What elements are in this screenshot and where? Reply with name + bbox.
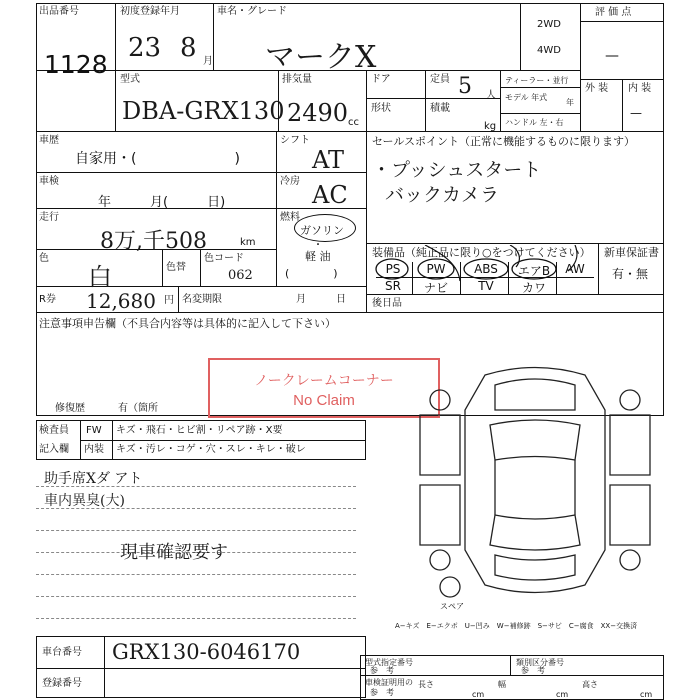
entry-label: 記入欄 — [39, 444, 69, 455]
notice-label: 注意事項申告欄（不具合内容等は具体的に記入して下さい） — [39, 317, 336, 330]
car-name-value: マークX — [265, 40, 377, 75]
exterior-label: 外 装 — [585, 83, 609, 94]
equipment-label: 装備品（純正品に限り○をつけてください） — [372, 246, 591, 259]
doors-label: ドア — [371, 74, 391, 85]
category-label: 類別区分番号 — [516, 658, 564, 667]
equipment-circles — [370, 245, 590, 285]
note-line3: 現車確認要す — [120, 542, 228, 563]
registration-label: 初度登録年月 — [120, 6, 180, 17]
car-diagram — [415, 355, 655, 605]
registration-month: 8 — [180, 33, 197, 63]
spare-label: スペア — [440, 602, 464, 611]
cert-length: 長さ — [418, 680, 434, 689]
history-label: 車歴 — [39, 135, 59, 146]
equip-sr: SR — [385, 279, 401, 293]
drive-2wd: 2WD — [537, 19, 561, 30]
capacity-label: 定員 — [430, 74, 450, 85]
mileage-label: 走行 — [39, 212, 59, 223]
later-items-label: 後日品 — [372, 298, 402, 309]
inspector-label: 検査員 — [39, 425, 69, 436]
warranty-label: 新車保証書 — [604, 246, 659, 259]
equip-ps: PS — [385, 262, 401, 276]
model-label: 型式 — [120, 74, 140, 85]
shape-label: 形状 — [371, 103, 391, 114]
fw-text: キズ・飛石・ヒビ割・リペア跡・X要 — [116, 425, 283, 436]
capacity-value: 5 — [458, 74, 472, 99]
color-value: 白 — [88, 263, 112, 291]
registration-no-label: 登録番号 — [42, 678, 82, 689]
interior-label: 内 装 — [628, 83, 652, 94]
steering-label: ハンドル 左・右 — [505, 118, 564, 127]
load-label: 積載 — [430, 103, 450, 114]
fuel-circle — [294, 214, 356, 242]
car-name-label: 車名・グレード — [217, 6, 287, 17]
color-label: 色 — [39, 253, 49, 264]
lot-number: 1128 — [44, 50, 108, 79]
fuel-label: 燃料 — [280, 212, 300, 223]
recycle-value: 12,680 — [86, 289, 156, 313]
equip-airbag: エアB — [517, 264, 551, 278]
sales-point-line1: ・プッシュスタート — [372, 159, 542, 181]
color-code-label: 色コード — [204, 253, 244, 264]
warranty-value: 有・無 — [612, 267, 649, 281]
inspection-value: 年 月( 日) — [98, 195, 226, 210]
drive-4wd: 4WD — [537, 45, 561, 56]
dealer-label: ティーラー・並行 — [505, 76, 569, 85]
evaluation-value: — — [605, 48, 619, 64]
displacement-label: 排気量 — [282, 74, 312, 85]
history-value: 自家用・( ) — [75, 151, 240, 167]
repair-value: 有（箇所 — [118, 403, 158, 414]
interior-insp-text: キズ・汚レ・コゲ・穴・スレ・キレ・破レ — [116, 444, 306, 455]
fw-label: FW — [86, 425, 102, 436]
shift-value: AT — [312, 146, 345, 174]
chassis-label: 車台番号 — [42, 647, 82, 658]
evaluation-label: 評 価 点 — [595, 7, 632, 18]
cert-label: 車検証明用の — [365, 678, 413, 687]
sales-point-label: セールスポイント（正常に機能するものに限ります） — [372, 135, 636, 148]
sales-point-line2: バックカメラ — [385, 184, 500, 206]
repair-label: 修復歴 — [55, 403, 85, 414]
model-value: DBA-GRX130 — [122, 97, 285, 125]
equip-navi: ナビ — [423, 281, 448, 295]
equip-leather: カワ — [521, 281, 546, 295]
inspection-label: 車検 — [39, 176, 59, 187]
registration-year: 23 — [128, 33, 162, 63]
model-cert-label: 型式指定番号 — [365, 658, 413, 667]
equip-tv: TV — [478, 279, 494, 293]
no-claim-stamp: ノークレームコーナー No Claim — [208, 358, 440, 418]
color-code-value: 062 — [228, 268, 253, 283]
model-year-label: モデル 年式 — [505, 93, 548, 102]
damage-legend: A−キズ E−エクボ U−凹み W−補修跡 S−サビ C−腐食 XX−交換済 — [395, 622, 638, 630]
note-line2: 車内異臭(大) — [44, 493, 125, 509]
recycle-label: R券 — [39, 294, 56, 305]
equip-aw: AW — [565, 262, 585, 276]
name-change-value: 月 日 — [296, 294, 346, 305]
cert-height: 高さ — [582, 680, 598, 689]
mileage-value: 8万,千508 — [100, 229, 207, 254]
displacement-value: 2490 — [287, 99, 349, 127]
fuel-gasoline: ガソリン — [300, 224, 344, 237]
lot-label: 出品番号 — [39, 6, 79, 17]
cooling-label: 冷房 — [280, 176, 300, 187]
equip-abs: ABS — [474, 262, 498, 276]
color-change-label: 色替 — [166, 262, 186, 273]
interior-value: — — [630, 106, 642, 120]
chassis-value: GRX130-6046170 — [112, 640, 301, 664]
cert-width: 幅 — [498, 680, 506, 689]
shift-label: シフト — [280, 135, 310, 146]
cooling-value: AC — [312, 181, 348, 209]
fuel-light-oil: 軽 油 — [305, 250, 331, 263]
note-line1: 助手席Xダ アト — [44, 471, 143, 487]
interior-insp-label: 内装 — [84, 444, 104, 455]
equip-pw: PW — [426, 262, 446, 276]
name-change-label: 名変期限 — [182, 294, 222, 305]
